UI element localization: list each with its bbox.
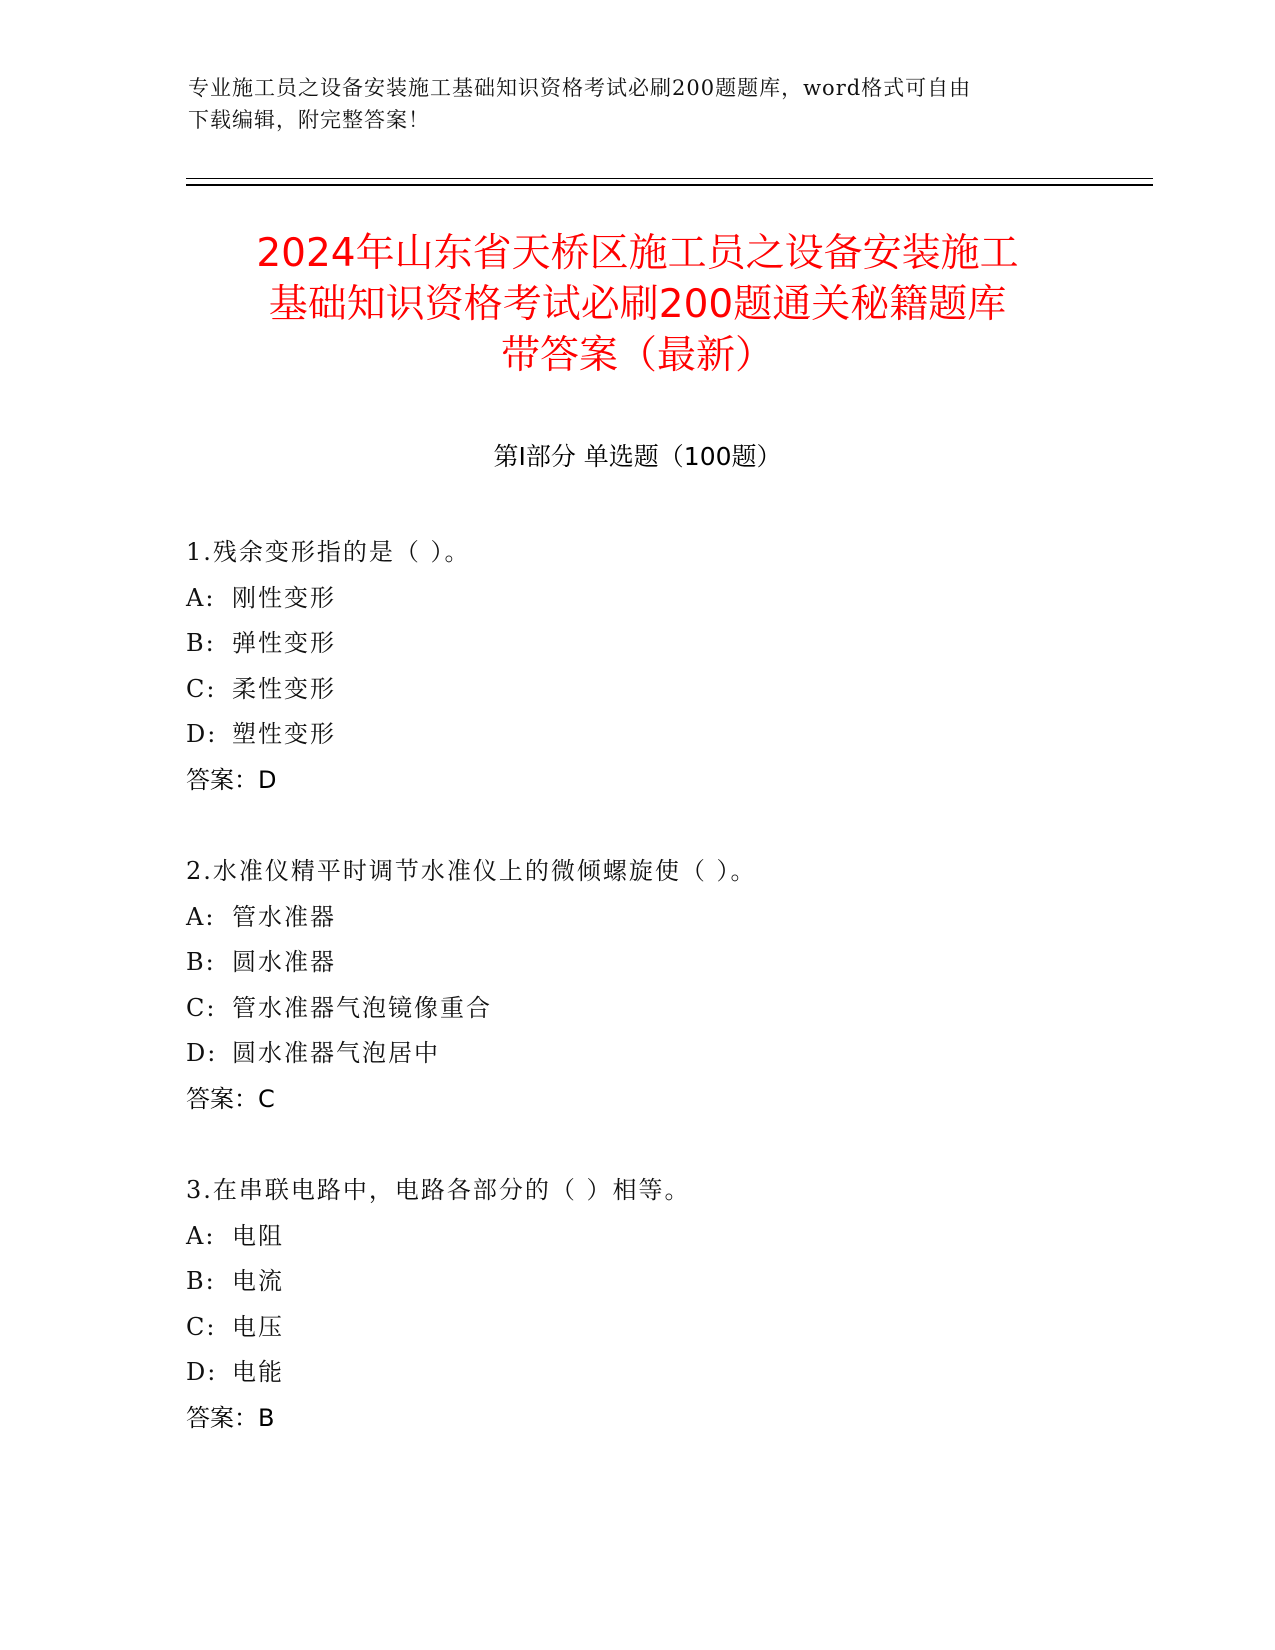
header-note-line-2: 下载编辑，附完整答案！ bbox=[188, 108, 430, 132]
option-text: 电压 bbox=[232, 1312, 284, 1341]
option-letter: D: bbox=[186, 720, 218, 748]
option-text: 柔性变形 bbox=[232, 674, 336, 703]
question-2 bbox=[186, 849, 1136, 1122]
option-letter: A: bbox=[186, 902, 216, 931]
option-letter: C: bbox=[186, 674, 217, 703]
question-stem: 3.在串联电路中，电路各部分的（ ）相等。 bbox=[186, 1176, 691, 1204]
option-a bbox=[186, 895, 1136, 941]
header-divider-thick bbox=[186, 184, 1153, 186]
option-letter: C: bbox=[186, 993, 217, 1022]
header-divider-thin bbox=[186, 178, 1153, 179]
option-letter: A: bbox=[186, 583, 216, 612]
document-title bbox=[150, 228, 1125, 381]
option-text: 电能 bbox=[232, 1358, 284, 1386]
question-3 bbox=[186, 1168, 1136, 1441]
title-line-2: 基础知识资格考试必刷200题通关秘籍题库 bbox=[268, 282, 1007, 327]
option-letter: C: bbox=[186, 1312, 217, 1341]
option-c bbox=[186, 986, 1136, 1032]
option-text: 弹性变形 bbox=[232, 629, 336, 657]
option-d bbox=[186, 1031, 1136, 1077]
option-letter: D: bbox=[186, 1358, 218, 1386]
option-c bbox=[186, 667, 1136, 713]
title-line-1: 2024年山东省天桥区施工员之设备安装施工 bbox=[256, 231, 1019, 276]
option-letter: A: bbox=[186, 1221, 216, 1250]
answer: 答案：B bbox=[186, 1403, 275, 1432]
option-text: 圆水准器 bbox=[232, 948, 336, 976]
option-b bbox=[186, 621, 1136, 667]
option-text: 管水准器气泡镜像重合 bbox=[232, 993, 492, 1022]
question-stem: 1.残余变形指的是（ ）。 bbox=[186, 538, 471, 566]
answer: 答案：C bbox=[186, 1084, 275, 1113]
question-1 bbox=[186, 530, 1136, 803]
option-c bbox=[186, 1305, 1136, 1351]
option-a bbox=[186, 576, 1136, 622]
question-list bbox=[186, 530, 1136, 1487]
section-heading: 第Ⅰ部分 单选题（100题） bbox=[493, 442, 782, 471]
title-line-3: 带答案（最新） bbox=[500, 333, 774, 378]
question-stem: 2.水准仪精平时调节水准仪上的微倾螺旋使（ ）。 bbox=[186, 857, 757, 885]
option-a bbox=[186, 1214, 1136, 1260]
option-text: 电流 bbox=[232, 1267, 284, 1295]
header-note bbox=[188, 72, 1088, 136]
option-text: 电阻 bbox=[232, 1221, 284, 1250]
header-note-line-1: 专业施工员之设备安装施工基础知识资格考试必刷200题题库，word格式可自由 bbox=[188, 76, 972, 100]
option-text: 圆水准器气泡居中 bbox=[232, 1039, 440, 1067]
option-letter: D: bbox=[186, 1039, 218, 1067]
answer: 答案：D bbox=[186, 765, 277, 794]
option-text: 管水准器 bbox=[232, 902, 336, 931]
option-b bbox=[186, 940, 1136, 986]
option-b bbox=[186, 1259, 1136, 1305]
option-d bbox=[186, 1350, 1136, 1396]
option-letter: B: bbox=[186, 1267, 216, 1295]
option-text: 刚性变形 bbox=[232, 583, 336, 612]
option-text: 塑性变形 bbox=[232, 720, 336, 748]
option-d bbox=[186, 712, 1136, 758]
option-letter: B: bbox=[186, 629, 216, 657]
option-letter: B: bbox=[186, 948, 216, 976]
